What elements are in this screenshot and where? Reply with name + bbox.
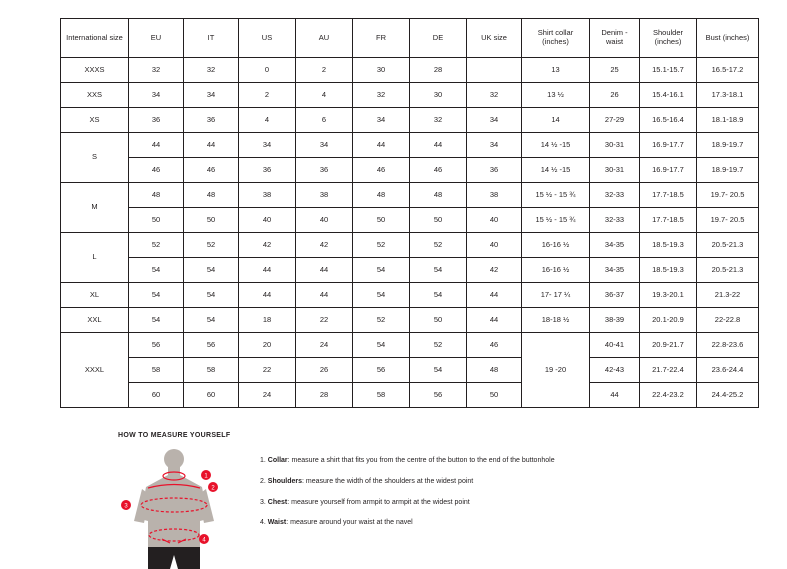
table-cell: 46: [410, 158, 467, 183]
table-cell: 36: [129, 108, 184, 133]
table-cell: 20.5-21.3: [697, 233, 759, 258]
table-cell: 14 ½ -15: [522, 158, 590, 183]
table-cell: 44: [467, 308, 522, 333]
table-cell: 54: [353, 283, 410, 308]
table-cell: 17.7-18.5: [640, 183, 697, 208]
table-cell: 16-16 ½: [522, 233, 590, 258]
cell-international-size: L: [61, 233, 129, 283]
table-cell: 30-31: [590, 158, 640, 183]
table-cell: 48: [467, 358, 522, 383]
table-cell: 54: [410, 258, 467, 283]
table-cell: 2: [296, 58, 353, 83]
table-cell: 32: [410, 108, 467, 133]
table-cell: 56: [184, 333, 239, 358]
table-cell: 23.6-24.4: [697, 358, 759, 383]
table-cell: 58: [129, 358, 184, 383]
measurement-step: [260, 519, 555, 528]
table-cell: 18.5-19.3: [640, 233, 697, 258]
table-cell: 17.3-18.1: [697, 83, 759, 108]
table-cell: 50: [184, 208, 239, 233]
table-cell: 28: [296, 383, 353, 408]
table-cell: 18.9-19.7: [697, 133, 759, 158]
table-cell: 32-33: [590, 183, 640, 208]
table-cell: 54: [184, 258, 239, 283]
table-cell: 52: [129, 233, 184, 258]
table-cell: 44: [296, 283, 353, 308]
table-cell: 16.9-17.7: [640, 133, 697, 158]
table-cell: 24: [296, 333, 353, 358]
step-term: Waist: [267, 519, 287, 527]
table-cell: 16.5-16.4: [640, 108, 697, 133]
table-cell: 26: [296, 358, 353, 383]
table-cell: 48: [410, 183, 467, 208]
table-cell: 34: [296, 133, 353, 158]
table-cell: 40: [296, 208, 353, 233]
cell-international-size: XXL: [61, 308, 129, 333]
table-cell: 44: [296, 258, 353, 283]
step-number: 1.: [260, 457, 266, 464]
table-cell: 36-37: [590, 283, 640, 308]
table-row: [61, 183, 759, 208]
table-cell: 38-39: [590, 308, 640, 333]
measurement-steps: [260, 447, 555, 540]
table-cell: 42: [467, 258, 522, 283]
table-cell: 54: [129, 258, 184, 283]
table-cell: 44: [184, 133, 239, 158]
table-cell: 32-33: [590, 208, 640, 233]
table-cell: 13: [522, 58, 590, 83]
torso-diagram-icon: [118, 447, 238, 569]
table-cell: 14: [522, 108, 590, 133]
table-row: [61, 158, 759, 183]
table-cell: 54: [129, 308, 184, 333]
table-cell: 52: [353, 233, 410, 258]
step-term: Chest: [267, 498, 288, 506]
table-cell: 52: [410, 333, 467, 358]
measurement-step: [260, 499, 555, 508]
table-cell: 44: [239, 283, 296, 308]
table-cell: 34-35: [590, 258, 640, 283]
table-cell: 34: [129, 83, 184, 108]
table-cell: 36: [184, 108, 239, 133]
table-cell: 44: [467, 283, 522, 308]
how-to-measure-title: HOW TO MEASURE YOURSELF: [118, 432, 231, 439]
table-cell: 18-18 ½: [522, 308, 590, 333]
table-cell: 0: [239, 58, 296, 83]
table-cell: 54: [184, 283, 239, 308]
table-row: [61, 333, 759, 358]
table-cell: 34: [467, 133, 522, 158]
table-cell: 44: [410, 133, 467, 158]
table-cell: 18: [239, 308, 296, 333]
table-cell: 15.1-15.7: [640, 58, 697, 83]
table-body: [61, 58, 759, 408]
table-cell: 36: [467, 158, 522, 183]
table-cell: 40-41: [590, 333, 640, 358]
table-cell: 19.7- 20.5: [697, 183, 759, 208]
step-text: : measure a shirt that fits you from the centre of the button to the end of the buttonhole: [287, 457, 555, 464]
table-cell: 54: [129, 283, 184, 308]
svg-text:4: 4: [202, 537, 206, 544]
measurement-step: [260, 478, 555, 487]
table-cell: 34: [239, 133, 296, 158]
table-cell: 32: [129, 58, 184, 83]
table-cell: 58: [353, 383, 410, 408]
table-cell: 15 ½ - 15 ¾: [522, 183, 590, 208]
table-cell: 20.9-21.7: [640, 333, 697, 358]
table-row: [61, 208, 759, 233]
table-row: [61, 133, 759, 158]
column-header-international-size: International size: [61, 19, 129, 58]
table-cell: 17- 17 ¼: [522, 283, 590, 308]
cell-international-size: S: [61, 133, 129, 183]
table-cell: 40: [239, 208, 296, 233]
table-cell: 17.7-18.5: [640, 208, 697, 233]
svg-text:2: 2: [211, 485, 215, 492]
cell-international-size: M: [61, 183, 129, 233]
table-cell: 40: [467, 208, 522, 233]
table-cell: 18.9-19.7: [697, 158, 759, 183]
table-cell: 13 ½: [522, 83, 590, 108]
table-cell: 30: [410, 83, 467, 108]
table-cell: 21.3-22: [697, 283, 759, 308]
step-text: : measure yourself from armpit to armpit at the widest point: [287, 498, 470, 506]
table-row: [61, 283, 759, 308]
table-cell: 38: [296, 183, 353, 208]
step-number: 3.: [260, 498, 266, 506]
table-cell: 60: [184, 383, 239, 408]
table-cell: 24: [239, 383, 296, 408]
size-chart-table: [60, 18, 759, 408]
table-cell: 2: [239, 83, 296, 108]
table-cell: 32: [184, 58, 239, 83]
cell-international-size: XXXL: [61, 333, 129, 408]
table-cell: 20.5-21.3: [697, 258, 759, 283]
table-row: [61, 83, 759, 108]
table-cell: 16-16 ½: [522, 258, 590, 283]
table-cell: 50: [129, 208, 184, 233]
table-cell: 6: [296, 108, 353, 133]
column-header-fr: FR: [353, 19, 410, 58]
table-cell: 42: [296, 233, 353, 258]
table-cell: 46: [129, 158, 184, 183]
table-row: [61, 358, 759, 383]
table-cell: 44: [239, 258, 296, 283]
table-header-row: [61, 19, 759, 58]
table-cell: 56: [410, 383, 467, 408]
table-cell: 30: [353, 58, 410, 83]
step-text: : measure around your waist at the navel: [286, 519, 413, 527]
table-cell: 46: [353, 158, 410, 183]
table-cell: 44: [353, 133, 410, 158]
column-header-denim-waist: Denim - waist: [590, 19, 640, 58]
cell-international-size: XXXS: [61, 58, 129, 83]
column-header-us: US: [239, 19, 296, 58]
table-cell: 19 -20: [522, 333, 590, 408]
table-row: [61, 258, 759, 283]
table-cell: 25: [590, 58, 640, 83]
table-cell: 40: [467, 233, 522, 258]
table-cell: 48: [129, 183, 184, 208]
table-cell: 60: [129, 383, 184, 408]
svg-text:1: 1: [204, 473, 208, 480]
table-cell: 28: [410, 58, 467, 83]
step-number: 2.: [260, 477, 266, 485]
table-cell: [467, 58, 522, 83]
table-cell: 22: [239, 358, 296, 383]
table-cell: 50: [410, 308, 467, 333]
table-cell: 32: [467, 83, 522, 108]
table-cell: 18.5-19.3: [640, 258, 697, 283]
table-cell: 20: [239, 333, 296, 358]
table-cell: 56: [129, 333, 184, 358]
table-cell: 54: [353, 258, 410, 283]
table-cell: 42-43: [590, 358, 640, 383]
column-header-shirt-collar: Shirt collar (inches): [522, 19, 590, 58]
table-cell: 50: [410, 208, 467, 233]
measurement-step: [260, 457, 555, 466]
table-cell: 21.7-22.4: [640, 358, 697, 383]
table-cell: 15 ½ - 15 ¾: [522, 208, 590, 233]
table-row: [61, 58, 759, 83]
table-cell: 36: [296, 158, 353, 183]
table-cell: 26: [590, 83, 640, 108]
table-cell: 38: [239, 183, 296, 208]
cell-international-size: XXS: [61, 83, 129, 108]
table-cell: 30-31: [590, 133, 640, 158]
table-row: [61, 108, 759, 133]
table-cell: 19.7- 20.5: [697, 208, 759, 233]
table-cell: 42: [239, 233, 296, 258]
table-cell: 22.8-23.6: [697, 333, 759, 358]
column-header-au: AU: [296, 19, 353, 58]
table-cell: 4: [239, 108, 296, 133]
cell-international-size: XS: [61, 108, 129, 133]
table-cell: 22: [296, 308, 353, 333]
table-cell: 16.9-17.7: [640, 158, 697, 183]
table-cell: 48: [353, 183, 410, 208]
table-cell: 58: [184, 358, 239, 383]
column-header-bust: Bust (inches): [697, 19, 759, 58]
table-cell: 18.1-18.9: [697, 108, 759, 133]
table-cell: 14 ½ -15: [522, 133, 590, 158]
table-cell: 52: [353, 308, 410, 333]
table-cell: 19.3-20.1: [640, 283, 697, 308]
table-cell: 44: [590, 383, 640, 408]
table-cell: 16.5-17.2: [697, 58, 759, 83]
table-cell: 54: [410, 358, 467, 383]
table-cell: 52: [184, 233, 239, 258]
table-cell: 54: [184, 308, 239, 333]
column-header-shoulder: Shoulder (inches): [640, 19, 697, 58]
measurement-figure: [118, 447, 238, 567]
table-row: [61, 308, 759, 333]
svg-text:3: 3: [124, 503, 128, 510]
table-cell: 32: [353, 83, 410, 108]
step-number: 4.: [260, 519, 266, 527]
step-term: Collar: [267, 457, 288, 464]
table-cell: 15.4-16.1: [640, 83, 697, 108]
table-cell: 34: [353, 108, 410, 133]
table-cell: 54: [410, 283, 467, 308]
table-row: [61, 383, 759, 408]
cell-international-size: XL: [61, 283, 129, 308]
table-cell: 48: [184, 183, 239, 208]
how-to-measure-section: [118, 432, 738, 567]
column-header-eu: EU: [129, 19, 184, 58]
table-cell: 34: [184, 83, 239, 108]
table-cell: 44: [129, 133, 184, 158]
column-header-it: IT: [184, 19, 239, 58]
table-cell: 4: [296, 83, 353, 108]
table-cell: 27-29: [590, 108, 640, 133]
table-cell: 56: [353, 358, 410, 383]
step-text: : measure the width of the shoulders at the widest point: [302, 477, 474, 485]
table-cell: 34: [467, 108, 522, 133]
table-cell: 34-35: [590, 233, 640, 258]
step-term: Shoulders: [267, 477, 303, 485]
table-cell: 24.4-25.2: [697, 383, 759, 408]
table-cell: 52: [410, 233, 467, 258]
table-cell: 54: [353, 333, 410, 358]
table-row: [61, 233, 759, 258]
table-cell: 50: [353, 208, 410, 233]
column-header-uk-size: UK size: [467, 19, 522, 58]
table-cell: 46: [467, 333, 522, 358]
table-cell: 36: [239, 158, 296, 183]
table-cell: 38: [467, 183, 522, 208]
table-cell: 22.4-23.2: [640, 383, 697, 408]
table-cell: 22-22.8: [697, 308, 759, 333]
table-cell: 50: [467, 383, 522, 408]
table-cell: 20.1-20.9: [640, 308, 697, 333]
column-header-de: DE: [410, 19, 467, 58]
table-cell: 46: [184, 158, 239, 183]
